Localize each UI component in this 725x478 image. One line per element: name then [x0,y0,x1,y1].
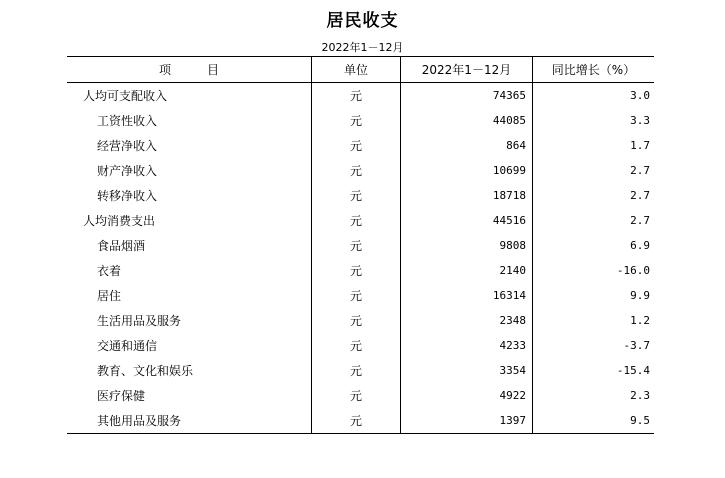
row-growth: 6.9 [533,233,655,258]
row-item-name: 居住 [97,289,122,303]
table-row [67,233,654,258]
row-unit: 元 [312,283,401,308]
row-value: 44516 [401,208,533,233]
row-item-name: 交通和通信 [97,339,158,353]
row-item-name: 其他用品及服务 [67,408,312,434]
row-value: 10699 [401,158,533,183]
row-value: 18718 [401,183,533,208]
table-row [67,133,654,158]
row-item-name: 衣着 [97,264,122,278]
row-unit: 元 [312,333,401,358]
row-growth: 9.9 [533,283,655,308]
row-value: 4922 [401,383,533,408]
row-growth: 2.3 [533,383,655,408]
row-unit: 元 [312,358,401,383]
table-row [67,308,654,333]
table-header [67,57,654,83]
row-unit: 元 [312,83,401,109]
row-item-name: 经营净收入 [97,139,158,153]
row-value: 1397 [401,408,533,434]
table-row [67,158,654,183]
row-growth: 3.0 [533,83,655,109]
row-growth: -15.4 [533,358,655,383]
table-row [67,183,654,208]
row-value: 74365 [401,83,533,109]
row-unit: 元 [312,133,401,158]
row-growth: -3.7 [533,333,655,358]
header-row [67,57,654,83]
row-item-name: 生活用品及服务 [97,314,182,328]
header-period: 2022年1－12月 [401,57,533,83]
row-value: 864 [401,133,533,158]
row-unit: 元 [312,108,401,133]
table-row [67,108,654,133]
row-growth: 1.2 [533,308,655,333]
row-unit: 元 [312,383,401,408]
row-growth: 2.7 [533,208,655,233]
row-item-name: 医疗保健 [97,389,146,403]
table-row [67,283,654,308]
page-title: 居民收支 [326,11,399,31]
row-item-name: 食品烟酒 [97,239,146,253]
header-growth: 同比增长（%） [533,57,655,83]
row-value: 9808 [401,233,533,258]
row-value: 2140 [401,258,533,283]
row-growth: 1.7 [533,133,655,158]
row-value: 2348 [401,308,533,333]
table-row [67,358,654,383]
row-item-name: 财产净收入 [97,164,158,178]
table-row [67,333,654,358]
row-unit: 元 [312,408,401,434]
row-unit: 元 [312,183,401,208]
header-unit: 单位 [312,57,401,83]
table-row [67,258,654,283]
table-row [67,208,654,233]
period-subtitle: 2022年1－12月 [321,41,404,54]
row-growth: 2.7 [533,183,655,208]
row-item-name: 人均可支配收入 [83,89,168,103]
table-row [67,408,654,434]
table-row [67,383,654,408]
row-growth: 2.7 [533,158,655,183]
row-item-name: 工资性收入 [97,114,158,128]
table-body [67,83,654,434]
row-value: 3354 [401,358,533,383]
row-item-name: 教育、文化和娱乐 [97,364,194,378]
row-growth: 9.5 [533,408,655,434]
row-value: 4233 [401,333,533,358]
row-unit: 元 [312,158,401,183]
row-growth: -16.0 [533,258,655,283]
income-expenditure-table [67,56,654,434]
row-unit: 元 [312,208,401,233]
row-value: 44085 [401,108,533,133]
table-row [67,83,654,109]
row-value: 16314 [401,283,533,308]
row-growth: 3.3 [533,108,655,133]
row-item-name: 人均消费支出 [83,214,156,228]
row-item-name: 转移净收入 [97,189,158,203]
row-unit: 元 [312,308,401,333]
row-unit: 元 [312,258,401,283]
row-unit: 元 [312,233,401,258]
header-item: 项 目 [67,57,312,83]
